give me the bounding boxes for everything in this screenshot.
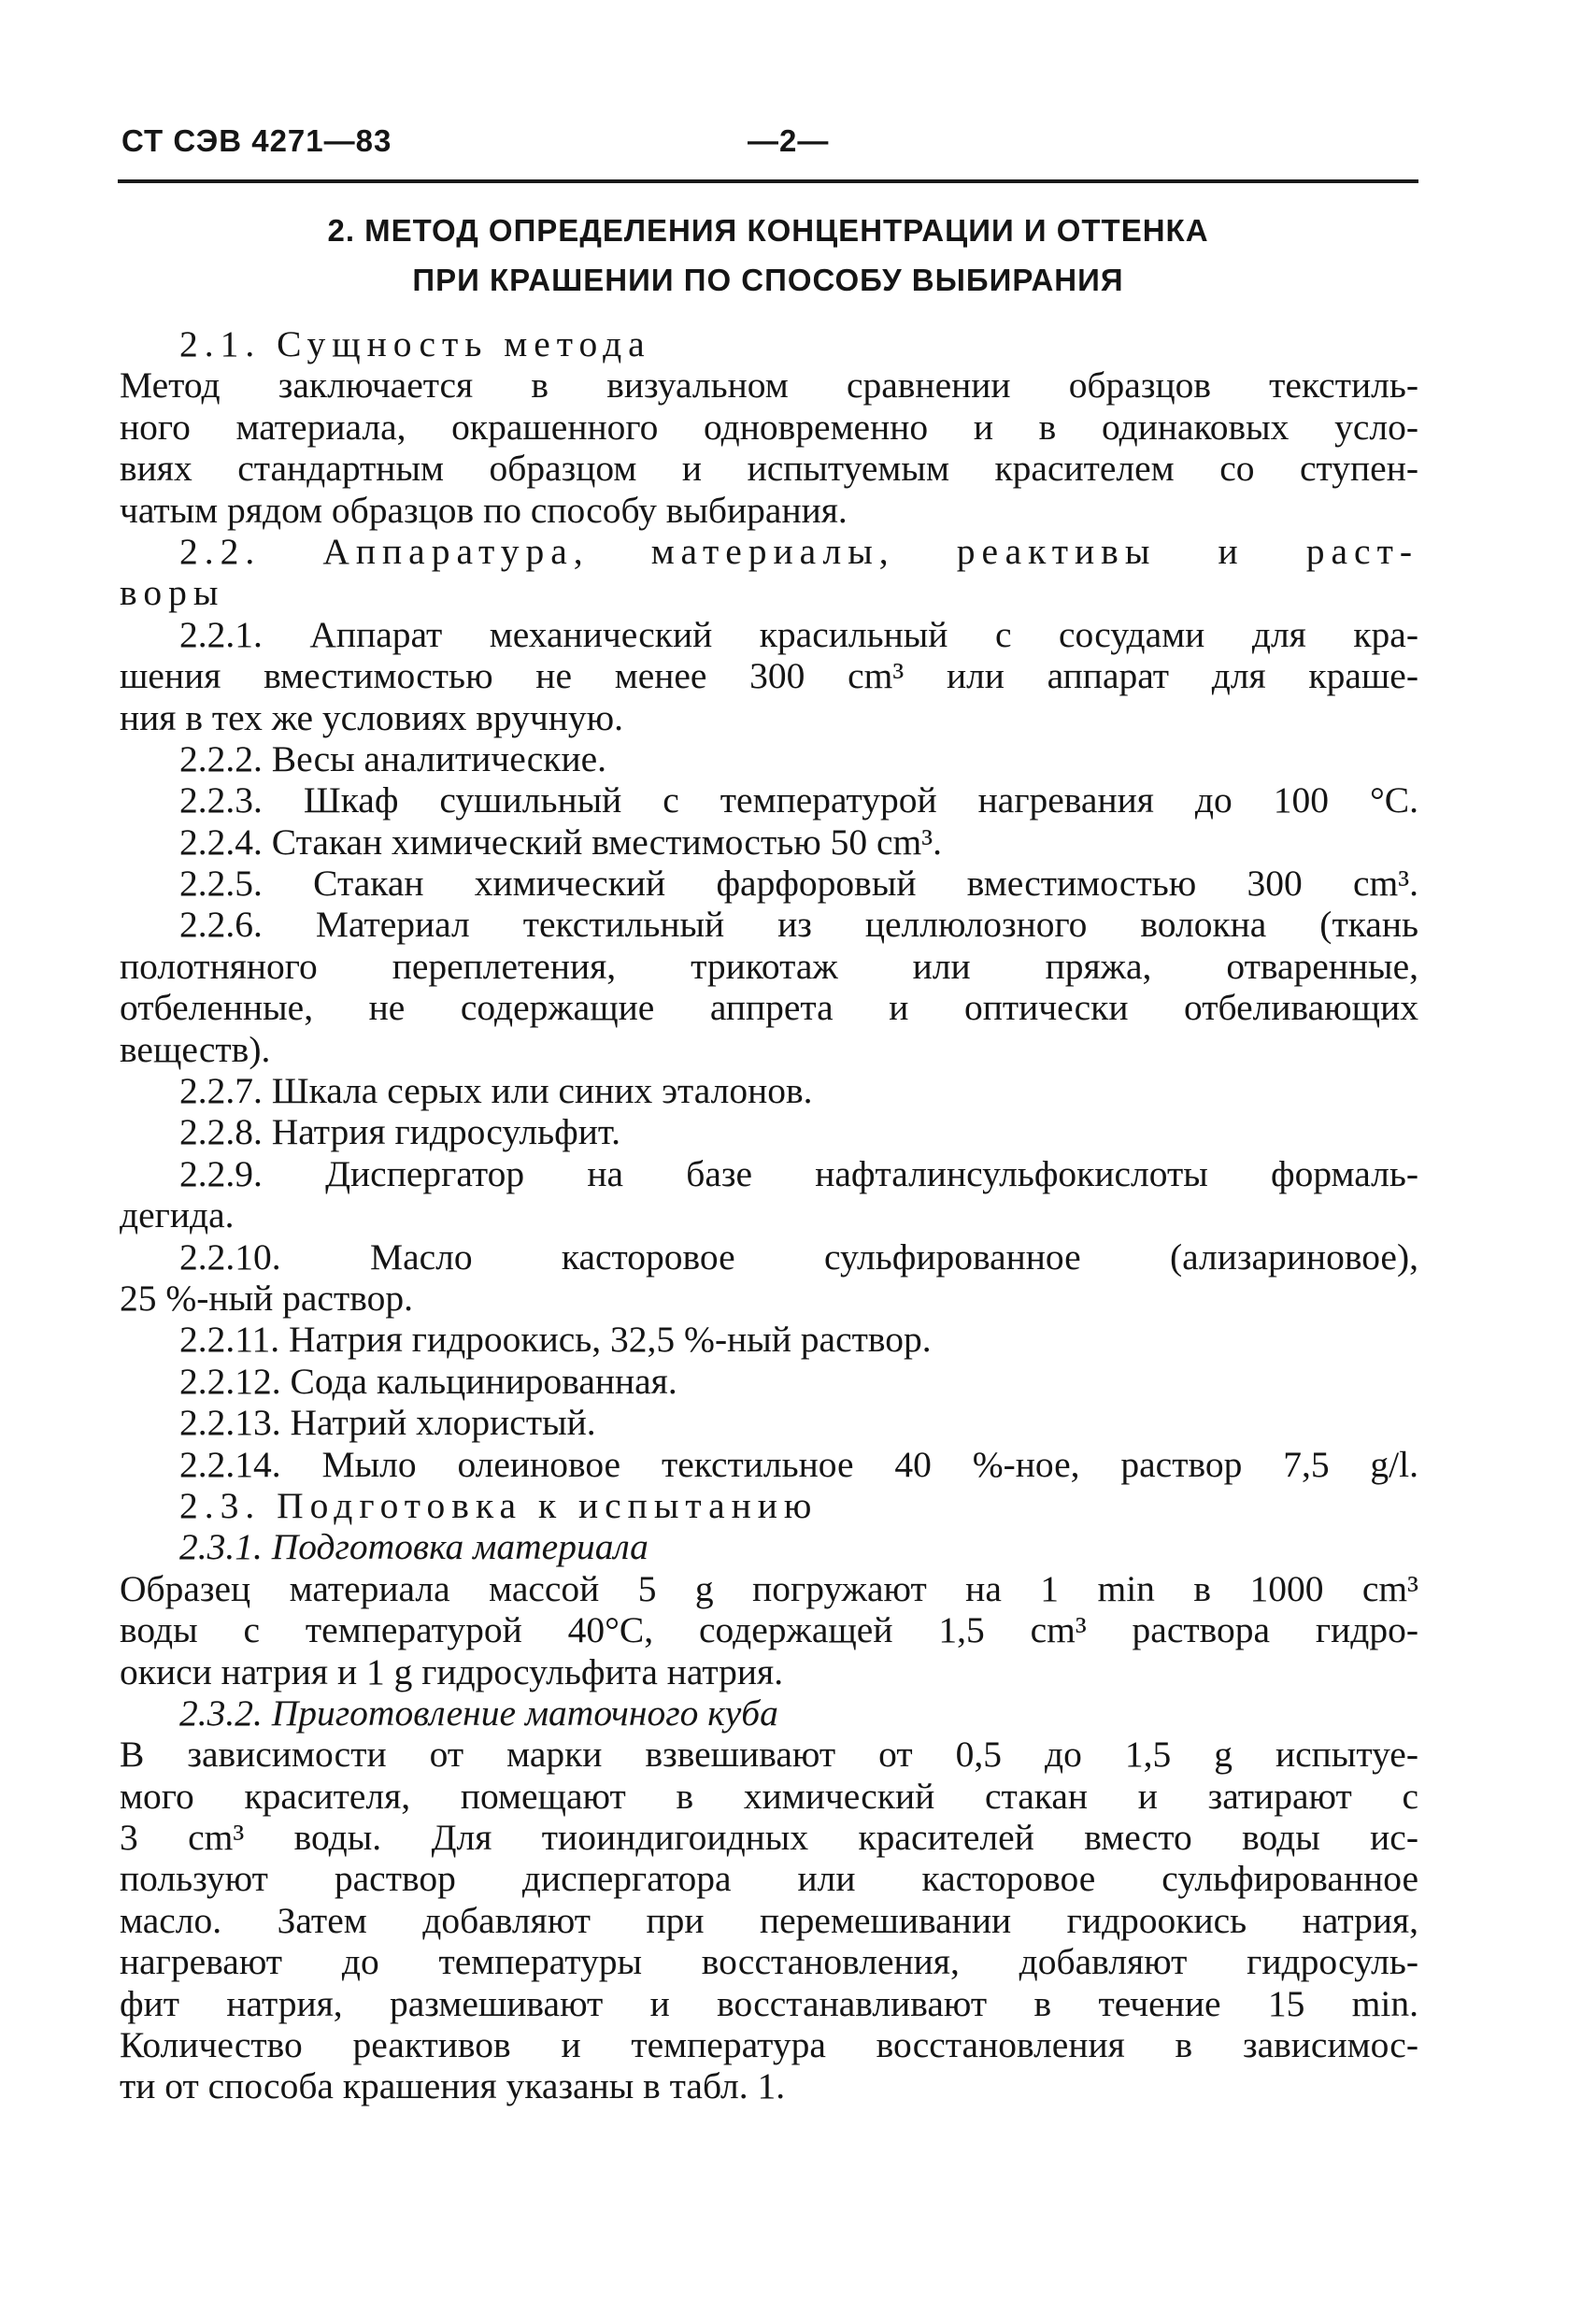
text-line: виях стандартным образцом и испытуемым красителем со ступен- (120, 448, 1418, 490)
body-text (120, 323, 1418, 2107)
section-title-line-2: ПРИ КРАШЕНИИ ПО СПОСОБУ ВЫБИРАНИЯ (412, 263, 1124, 297)
text-line: чатым рядом образцов по способу выбирания. (120, 489, 848, 531)
text-line: нагревают до температуры восстановления, добавляют гидросуль- (120, 1941, 1418, 1983)
subsection-heading-2-3-1: 2.3.1. Подготовка материала (179, 1526, 648, 1568)
text-line: фит натрия, размешивают и восстанавливают в течение 15 min. (120, 1982, 1418, 2024)
item-2-2-13: 2.2.13. Натрий хлористый. (179, 1402, 596, 1444)
text-line: Метод заключается в визуальном сравнении образцов текстиль- (120, 364, 1418, 407)
text-line: 25 %-ный раствор. (120, 1277, 413, 1319)
text-line: пользуют раствор диспергатора или касторовое сульфированное (120, 1858, 1418, 1900)
text-line: веществ). (120, 1028, 271, 1070)
text-line: дегида. (120, 1194, 235, 1236)
text-line: шения вместимостью не менее 300 cm³ или аппарат для краше- (120, 655, 1418, 697)
item-2-2-14: 2.2.14. Мыло олеиновое текстильное 40 %-ное, раствор 7,5 g/l. (179, 1443, 1418, 1485)
item-2-2-10: 2.2.10. Масло касторовое сульфированное (ализариновое), (179, 1235, 1418, 1278)
text-line: ти от способа крашения указаны в табл. 1. (120, 2065, 786, 2107)
text-line: воды с температурой 40°C, содержащей 1,5 cm³ раствора гидро- (120, 1609, 1418, 1651)
text-line: полотняного переплетения, трикотаж или пряжа, отваренные, (120, 945, 1418, 987)
item-2-2-4: 2.2.4. Стакан химический вместимостью 50 cm³. (179, 821, 942, 863)
text-line: ния в тех же условиях вручную. (120, 696, 624, 738)
text-line: Образец материала массой 5 g погружают на 1 min в 1000 cm³ (120, 1567, 1418, 1609)
item-2-2-9: 2.2.9. Диспергатор на базе нафталинсульфокислоты формаль- (179, 1152, 1418, 1194)
item-2-2-11: 2.2.11. Натрия гидроокись, 32,5 %-ный раствор. (179, 1319, 932, 1361)
subsection-heading-2-3: 2.3. Подготовка к испытанию (179, 1484, 819, 1526)
text-line: масло. Затем добавляют при перемешивании гидроокись натрия, (120, 1899, 1418, 1941)
text-line: отбеленные, не содержащие аппрета и оптически отбеливающих (120, 987, 1418, 1029)
text-line: мого красителя, помещают в химический стакан и затирают с (120, 1775, 1418, 1817)
subsection-heading-2-1: 2.1. Сущность метода (179, 323, 651, 364)
standard-code: СТ СЭВ 4271—83 (121, 123, 392, 158)
item-2-2-6: 2.2.6. Материал текстильный из целлюлозного волокна (ткань (179, 904, 1418, 946)
text-line: ного материала, окрашенного одновременно и в одинаковых усло- (120, 406, 1418, 448)
text-line: 3 cm³ воды. Для тиоиндигоидных красителей вместо воды ис- (120, 1817, 1418, 1859)
page-number: —2— (748, 123, 830, 158)
item-2-2-7: 2.2.7. Шкала серых или синих эталонов. (179, 1070, 813, 1112)
section-title-line-1: 2. МЕТОД ОПРЕДЕЛЕНИЯ КОНЦЕНТРАЦИИ И ОТТЕНКА (327, 213, 1209, 248)
item-2-2-2: 2.2.2. Весы аналитические. (179, 737, 607, 779)
text-line: В зависимости от марки взвешивают от 0,5 до 1,5 g испытуе- (120, 1734, 1418, 1776)
text-line: окиси натрия и 1 g гидросульфита натрия. (120, 1650, 784, 1692)
subsection-heading-2-3-2: 2.3.2. Приготовление маточного куба (179, 1692, 778, 1734)
subsection-heading-2-2-cont: воры (120, 572, 225, 614)
item-2-2-1: 2.2.1. Аппарат механический красильный с сосудами для кра- (179, 613, 1418, 655)
item-2-2-3: 2.2.3. Шкаф сушильный с температурой нагревания до 100 °C. (179, 779, 1418, 821)
item-2-2-12: 2.2.12. Сода кальцинированная. (179, 1360, 677, 1402)
subsection-heading-2-2: 2.2. Аппаратура, материалы, реактивы и раст- (179, 530, 1418, 572)
item-2-2-5: 2.2.5. Стакан химический фарфоровый вместимостью 300 cm³. (179, 863, 1418, 905)
text-line: Количество реактивов и температура восстановления в зависимос- (120, 2024, 1418, 2066)
header-rule (118, 179, 1418, 183)
item-2-2-8: 2.2.8. Натрия гидросульфит. (179, 1111, 621, 1153)
